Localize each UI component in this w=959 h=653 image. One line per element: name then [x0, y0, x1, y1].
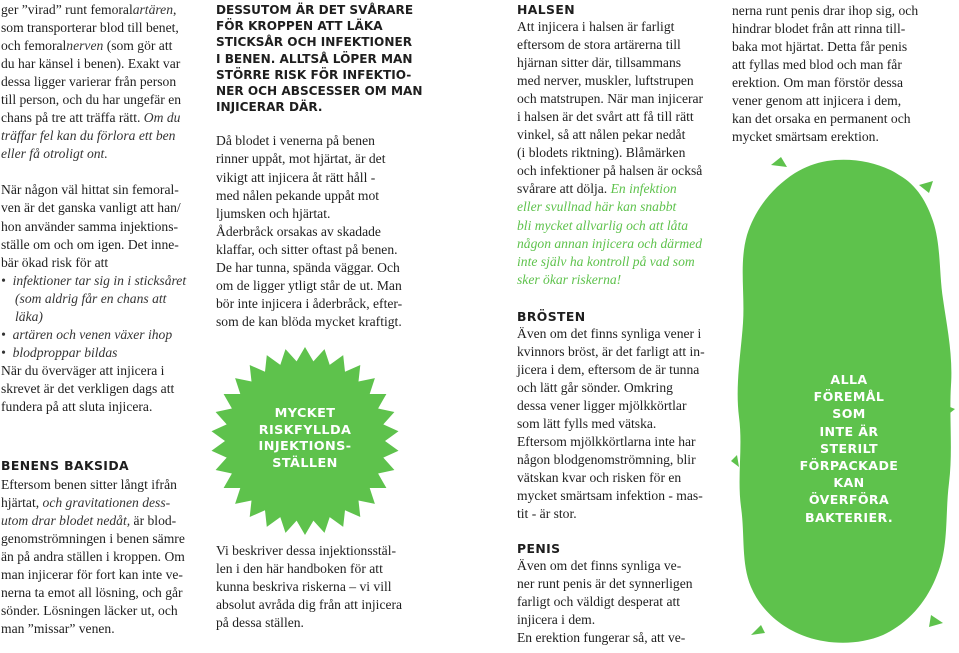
column-4	[732, 2, 958, 146]
column-2-bottom	[216, 542, 431, 632]
column-3	[517, 2, 727, 647]
sterile-notice-blob	[731, 155, 957, 648]
heading-benens-baksida: BENENS BAKSIDA	[1, 458, 129, 474]
col3-para3: Även om det finns synliga ve- ner runt penis är det synnerligen farligt och väldigt desperat att injicera i dem. En erektion fungerar så, att ve-	[517, 558, 693, 646]
col3-para2: Även om det finns synliga vener i kvinnors bröst, är det farligt att in- jicera i dem, eftersom de är tunna och lätt går sönder. Omkring dessa vener ligger mjölkkörtlar som lätt fylls med vätska. Eftersom mjölkkörtlarna inte har någon blodgenomströmning, blir vätskan kvar och risken för en mycket smärtsam infektion - mas- tit - är stor.	[517, 325, 705, 522]
column-2	[216, 2, 431, 331]
risk-starburst	[209, 345, 401, 537]
col1-intro: ger ”virad” runt femoralartären, som transporterar blod till benet, och femoralnerven (som gör att du har känsel i benen). Exakt var dessa ligger varierar från person till person, och du har ungefär en chans på tre att träffa rätt. Om du träffar fel kan du förlora ett ben eller få otroligt ont.	[1, 2, 182, 162]
col4-para: nerna runt penis drar ihop sig, och hindrar blodet från att rinna till- baka mot hjärtat. Detta får penis att fyllas med blod och man får erektion. Om man förstör dessa vener genom att injicera i dem, kan det orsaka en permanent och mycket smärtsam erektion.	[732, 3, 919, 145]
bullet-item: • blodproppar bildas	[1, 344, 118, 360]
col1-para2: När någon väl hittat sin femoral- ven är det ganska vanligt att han/ hon använder samma injektions- ställe om och om igen. Det inne- bär ökad risk för att	[1, 182, 181, 270]
heading-halsen: HALSEN	[517, 2, 576, 17]
column-1	[1, 1, 211, 638]
bullet-item-cont: (som aldrig får en chans att läka)	[15, 290, 167, 324]
col2-para: Då blodet i venerna på benen rinner uppåt, mot hjärtat, är det vikigt att injicera åt rätt håll - med nålen pekande uppåt mot ljumsken och hjärtat. Åderbråck orsakas av skadade klaffar, och sitter oftast på benen. De har tunna, spända väggar. Och om de ligger ytligt står de ut. Man bör inte injicera i åderbråck, efter- som de kan blöda mycket kraftigt.	[216, 133, 403, 329]
bullet-item: • artären och venen växer ihop	[1, 326, 173, 342]
starburst-text: MYCKET RISKFYLLDA INJEKTIONS- STÄLLEN	[258, 406, 352, 471]
bullet-item: • infektioner tar sig in i sticksåret	[1, 272, 187, 288]
col1-para4: Eftersom benen sitter långt ifrån hjärtat, och gravitationen dess- utom drar blodet nedåt, är blod- genomströmningen i benen sämre än på andra ställen i kroppen. Om man injicerar för fort kan inte ve- nerna ta emot all lösning, och går sönder. Lösningen läcker ut, och man ”missar” venen.	[1, 477, 185, 637]
col2-lead: DESSUTOM ÄR DET SVÅRARE FÖR KROPPEN ATT LÄKA STICKSÅR OCH INFEKTIONER I BENEN. ALLTSÅ LÖPER MAN STÖRRE RISK FÖR INFEKTIO- NER OCH ABSCESSER OM MAN INJICERAR DÄR.	[216, 3, 423, 115]
heading-penis: PENIS	[517, 541, 561, 557]
col1-para3: När du överväger att injicera i skrevet är det verkligen dags att fundera på att sluta injicera.	[1, 362, 175, 414]
heading-brosten: BRÖSTEN	[517, 308, 586, 324]
col3-para1: Att injicera i halsen är farligt eftersom de stora artärerna till hjärnan sitter där, tillsammans med nerver, muskler, luftstrupen och matstrupen. När man injicerar i halsen är det svårt att få till rätt vinkel, så att nålen pekar nedåt (i blodets riktning). Blåmärken och infektioner på halsen är också svårare att dölja. En infektion eller svullnad här kan snabbt bli mycket allvarlig och att låta någon annan injicera och därmed inte själv ha kontroll på vad som sker ökar riskerna!	[517, 19, 704, 287]
col2-bottom-para: Vi beskriver dessa injektionsstäl- len i den här handboken för att kunna beskriva riskerna – vi vill absolut avråda dig från att injicera på dessa ställen.	[216, 543, 403, 631]
blob-text: ALLA FÖREMÅL SOM INTE ÄR STERILT FÖRPACKADE KAN ÖVERFÖRA BAKTERIER.	[799, 372, 899, 525]
